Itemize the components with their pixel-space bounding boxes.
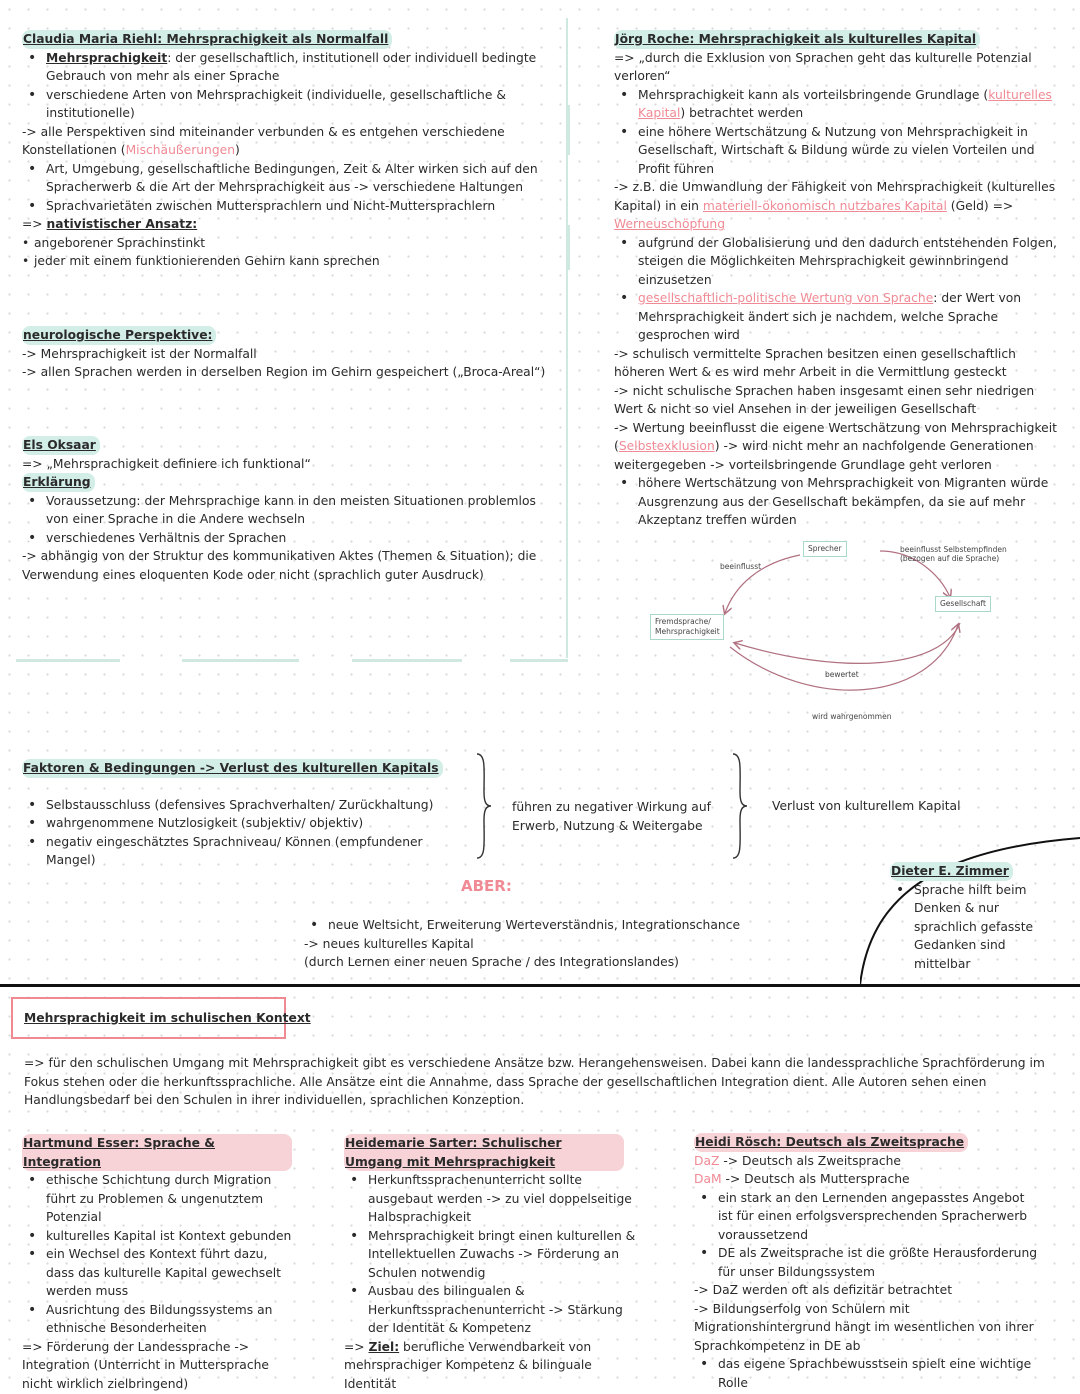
text-line: -> DaZ werden oft als defizitär betrachtet (694, 1283, 953, 1297)
diagram-label-bewertet: bewertet (825, 670, 859, 679)
erklaerung-label: Erklärung (22, 473, 95, 492)
sarter-ziel: => Ziel: berufliche Verwendbarkeit von mehrsprachiger Kompetenz & bilinguale Identität (344, 1339, 592, 1391)
text-line: => „Mehrsprachigkeit definiere ich funktional“ (22, 456, 311, 471)
oksaar-title: Els Oksaar (22, 436, 100, 455)
text-line: -> nicht schulische Sprachen haben insgesamt einen sehr niedrigen Wert & nicht so viel Ansehen in der jeweiligen Gesellschaft (614, 383, 1035, 416)
list-item: • höhere Wertschätzung von Mehrsprachigkeit von Migranten würde Ausgrenzung aus der Gesellschaft bekämpfen, da sie auf mehr Akzeptanz treffen würden (614, 474, 1059, 530)
diagram-label-wahrgenommen: wird wahrgenommen (812, 712, 892, 721)
zimmer-title: Dieter E. Zimmer (890, 862, 1013, 881)
list-item: • Voraussetzung: der Mehrsprachige kann in den meisten Situationen problemlos von einer Sprache in die Andere wechseln (22, 492, 552, 529)
zimmer-section (890, 862, 1040, 973)
curly-brace-icon (474, 752, 494, 860)
list-item: • kulturelles Kapital ist Kontext gebunden (22, 1227, 292, 1246)
diagram-label-beeinflusst: beeinflusst (720, 562, 762, 571)
text-line: -> Mehrsprachigkeit ist der Normalfall (22, 346, 257, 361)
text-line: => Förderung der Landessprache -> Integration (Unterricht in Muttersprache nicht wirklich zielbringend) (22, 1339, 269, 1391)
text-line: -> z.B. die Umwandlung der Fähigkeit von Mehrsprachigkeit (kulturelles Kapital) in ein materiell-ökonomisch nutzbares Kapital (Geld) => Werneuschöpfung (614, 180, 1056, 231)
roche-section (614, 30, 1059, 530)
text-line: -> schulisch vermittelte Sprachen besitzen einen gesellschaftlich höheren Wert & es wird mehr Arbeit in die Vermittlung gesteckt (614, 346, 1016, 379)
list-item: • gesellschaftlich-politische Wertung von Sprache: der Wert von Mehrsprachigkeit ändert sich je nachdem, welche Sprache gesprochen wird (614, 289, 1059, 345)
column-divider-mark (566, 225, 570, 270)
text-line: => „durch die Exklusion von Sprachen geht das kulturelle Potenzial verloren“ (614, 50, 1032, 83)
section-divider (16, 659, 120, 662)
text-line: -> Bildungserfolg von Schülern mit Migrationshintergrund hängt im wesentlichen von ihrer Sprachkompetenz in DE ab (694, 1301, 1034, 1353)
text-line: (durch Lernen einer neuen Sprache / des Integrationslandes) (304, 955, 679, 969)
nativist-heading: => nativistischer Ansatz: (22, 217, 198, 231)
section-divider (352, 659, 462, 662)
oksaar-section (22, 436, 552, 584)
list-item: • Herkunftssprachenunterricht sollte ausgebaut werden -> zu viel doppelseitige Halbsprachigkeit (344, 1171, 644, 1227)
list-item: • Ausrichtung des Bildungssystems an ethnische Besonderheiten (22, 1301, 292, 1338)
faktoren-verlust: Verlust von kulturellem Kapital (772, 799, 961, 813)
list-item: • ein Wechsel des Kontext führt dazu, dass das kulturelle Kapital gewechselt werden muss (22, 1245, 292, 1301)
sarter-title: Heidemarie Sarter: Schulischer Umgang mit Mehrsprachigkeit (344, 1134, 624, 1171)
faktoren-title: Faktoren & Bedingungen -> Verlust des kulturellen Kapitals (22, 759, 443, 778)
roesch-section (694, 1133, 1039, 1392)
arrow-bewertet (735, 623, 960, 663)
section-divider (182, 659, 299, 662)
aber-section (304, 916, 774, 972)
list-item: • eine höhere Wertschätzung & Nutzung von Mehrsprachigkeit in Gesellschaft, Wirtschaft & Bildung würde zu vielen Vorteilen und Profit führen (614, 123, 1059, 179)
page-divider (0, 984, 1080, 987)
list-item: • Selbstausschluss (defensives Sprachverhalten/ Zurückhaltung) (22, 796, 472, 815)
list-item: • aufgrund der Globalisierung und den dadurch entstehenden Folgen, steigen die Möglichkeiten Mehrsprachigkeit gewinnbringend einzusetzen (614, 234, 1059, 290)
text-line: -> abhängig von der Struktur des kommunikativen Aktes (Themen & Situation); die Verwendung eines eloquenten Kode oder nicht (sprachlich guter Ausdruck) (22, 549, 537, 582)
text-line: DaZ -> Deutsch als Zweitsprache (694, 1153, 901, 1168)
arrow-wahrgenommen (730, 625, 958, 690)
text-line: -> alle Perspektiven sind miteinander verbunden & es entgehen verschiedene Konstellationen (Mischäußerungen) (22, 124, 505, 157)
text-line: -> Wertung beeinflusst die eigene Wertschätzung von Mehrsprachigkeit (Selbstexklusion) -> wird nicht mehr an nachfolgende Generationen weitergegeben -> vorteilsbringende Grundlage geht verloren (614, 420, 1057, 472)
list-item: • negativ eingeschätztes Sprachniveau/ Können (empfundener Mangel) (22, 833, 472, 870)
list-item: • Art, Umgebung, gesellschaftliche Bedingungen, Zeit & Alter wirken sich auf den Spracherwerb & die Art der Mehrsprachigkeit aus -> verschiedene Haltungen (22, 160, 552, 197)
column-divider-mark (566, 105, 570, 155)
schule-intro: => für den schulischen Umgang mit Mehrsprachigkeit gibt es verschiedene Ansätze bzw. Herangehensweisen. Dabei kann die landessprachliche Sprachförderung im Fokus stehen oder die herkunftssprachliche. Alle Ansätze eint die Annahme, dass Sprache der gesellschaftlichen Integration dient. Alle Autoren sehen einen Handlungsbedarf bei den Schulen in ihrer individuellen, sprachlichen Konzeption. (24, 1056, 1045, 1107)
text-line: -> allen Sprachen werden in derselben Region im Gehirn gespeichert („Broca-Areal“) (22, 365, 546, 379)
list-item: • angeborener Sprachinstinkt (22, 234, 552, 253)
diagram-node-gesellschaft: Gesellschaft (935, 596, 991, 612)
diagram-label-selbstempfinden: beeinflusst Selbstempfinden (bezogen auf die Sprache) (900, 545, 1007, 563)
schule-title: Mehrsprachigkeit im schulischen Kontext (24, 1011, 311, 1025)
curly-brace-icon (730, 752, 750, 860)
neuro-section (22, 326, 552, 382)
list-item: • Mehrsprachigkeit kann als vorteilsbringende Grundlage (kulturelles Kapital) betrachtet werden (614, 86, 1059, 123)
faktoren-wirkung: führen zu negativer Wirkung auf Erwerb, Nutzung & Weitergabe (512, 800, 711, 833)
list-item: • Ausbau des bilingualen & Herkunftssprachenunterricht -> Stärkung der Identität & Kompetenz (344, 1282, 644, 1338)
list-item: • DE als Zweitsprache ist die größte Herausforderung für unser Bildungssystem (694, 1244, 1039, 1281)
esser-section (22, 1134, 292, 1393)
sarter-section (344, 1134, 644, 1393)
list-item: • Mehrsprachigkeit bringt einen kulturellen & Intellektuellen Zuwachs -> Förderung an Schulen notwendig (344, 1227, 644, 1283)
neuro-title: neurologische Perspektive: (22, 326, 216, 345)
section-divider (510, 659, 568, 662)
diagram-node-sprecher: Sprecher (803, 541, 847, 557)
aber-title: ABER: (461, 877, 512, 895)
list-item: • wahrgenommene Nutzlosigkeit (subjektiv/ objektiv) (22, 814, 472, 833)
list-item: • neue Weltsicht, Erweiterung Werteverständnis, Integrationschance (304, 916, 774, 935)
roche-title: Jörg Roche: Mehrsprachigkeit als kulturelles Kapital (614, 30, 980, 49)
riehl-section (22, 30, 552, 271)
roesch-title: Heidi Rösch: Deutsch als Zweitsprache (694, 1133, 968, 1152)
text-line: -> neues kulturelles Kapital (304, 936, 474, 951)
list-item: • verschiedenes Verhältnis der Sprachen (22, 529, 552, 548)
list-item: • das eigene Sprachbewusstsein spielt eine wichtige Rolle (694, 1355, 1039, 1392)
list-item: • ethische Schichtung durch Migration führt zu Problemen & ungenutztem Potenzial (22, 1171, 292, 1227)
list-item: • Sprachvarietäten zwischen Muttersprachlern und Nicht-Muttersprachlern (22, 197, 552, 216)
list-item: • verschiedene Arten von Mehrsprachigkeit (individuelle, gesellschaftliche & institutionelle) (22, 86, 552, 123)
list-item: • ein stark an den Lernenden angepasstes Angebot ist für einen erfolgsversprechenden Spracherwerb voraussetzend (694, 1189, 1039, 1245)
list-item: • Mehrsprachigkeit: der gesellschaftlich, institutionell oder individuell bedingte Gebrauch von mehr als einer Sprache (22, 49, 552, 86)
text-line: DaM -> Deutsch als Muttersprache (694, 1172, 910, 1186)
faktoren-section (22, 759, 472, 870)
esser-title: Hartmund Esser: Sprache & Integration (22, 1134, 292, 1171)
diagram-node-fremdsprache: Fremdsprache/ Mehrsprachigkeit (650, 614, 724, 640)
riehl-title: Claudia Maria Riehl: Mehrsprachigkeit als Normalfall (22, 30, 392, 49)
list-item: • Sprache hilft beim Denken & nur sprachlich gefasste Gedanken sind mittelbar (890, 881, 1040, 974)
list-item: • jeder mit einem funktionierenden Gehirn kann sprechen (22, 252, 552, 271)
